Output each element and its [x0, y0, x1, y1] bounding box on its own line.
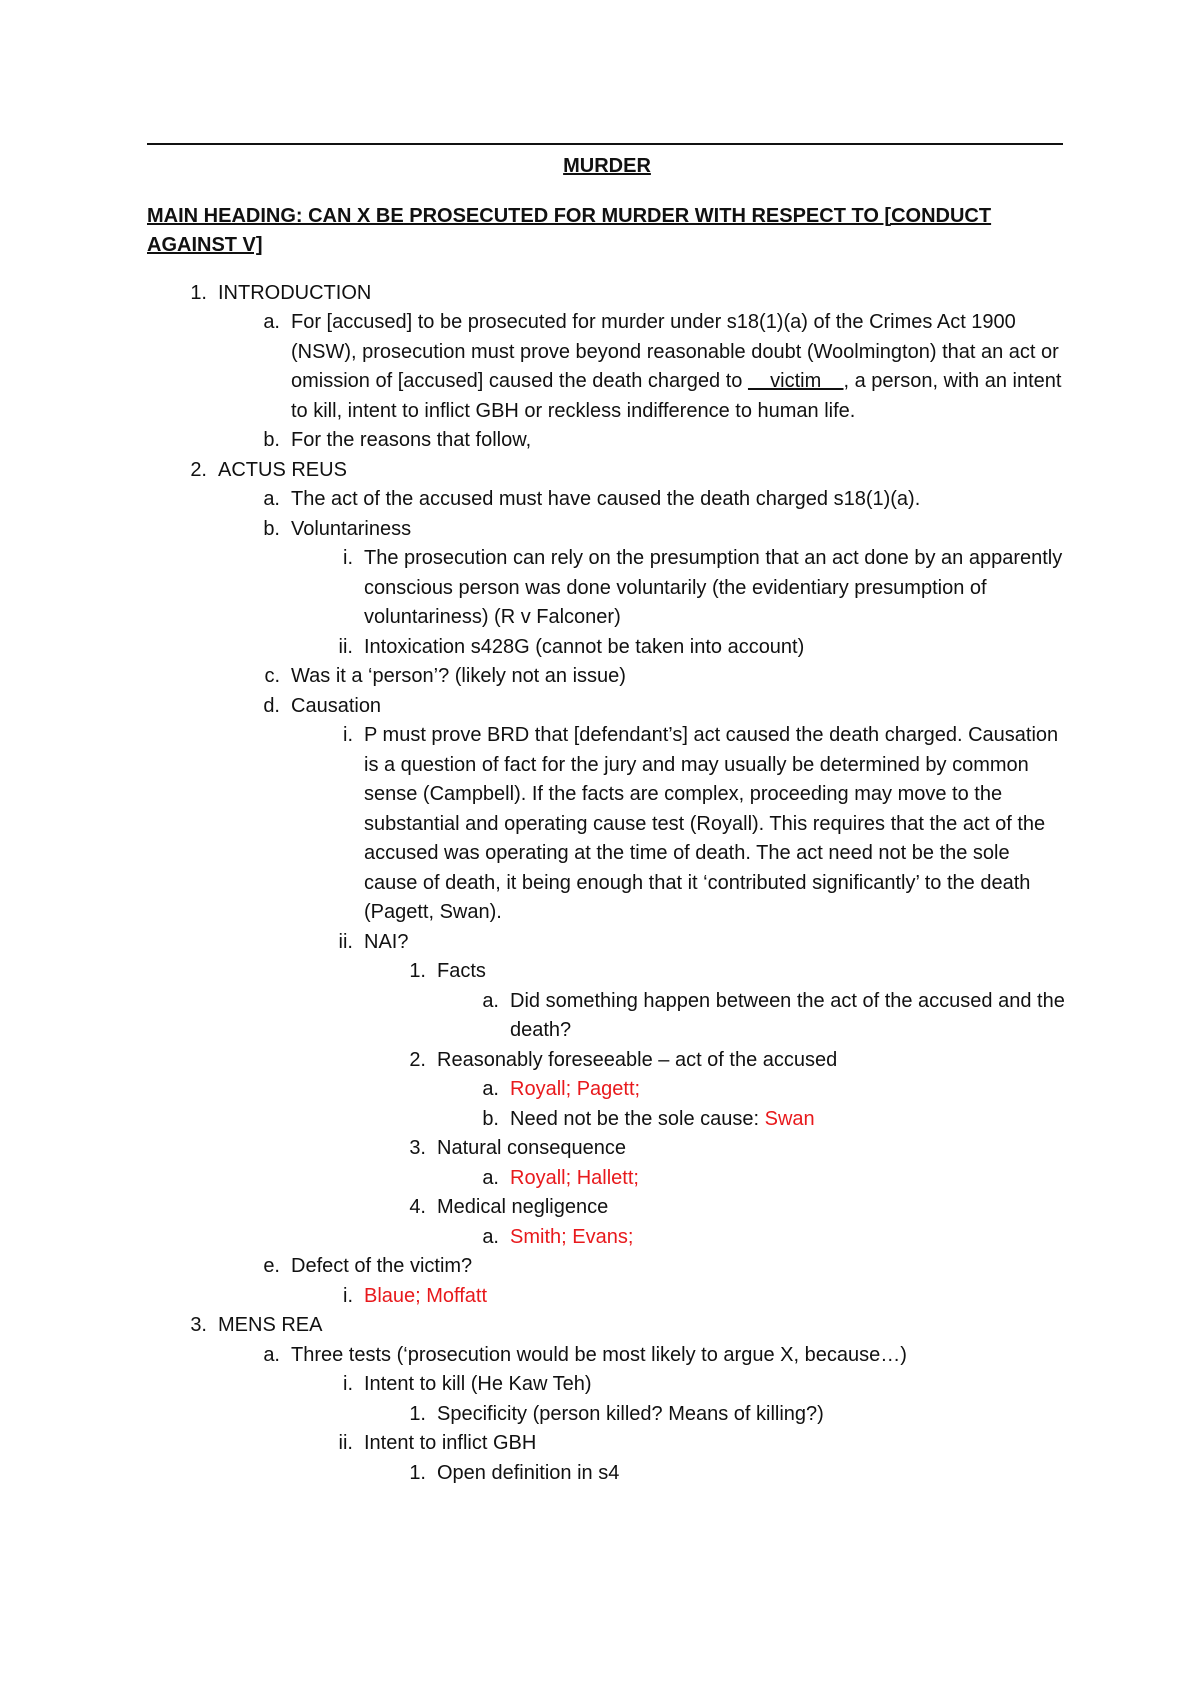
list-item: ii. Intent to inflict GBH [338, 1432, 537, 1454]
section-introduction: 1. INTRODUCTION [190, 281, 372, 304]
list-item: c. Was it a ‘person’? (likely not an issue) [264, 665, 626, 687]
case-citation: Smith; Evans; [510, 1225, 634, 1248]
list-item: i. Blaue; Moffatt [343, 1284, 488, 1307]
blank-victim: victim [747, 370, 844, 392]
section-title: MENS REA [218, 1314, 323, 1336]
outline-list [147, 279, 1067, 1489]
list-item: 1. Open definition in s4 [409, 1461, 620, 1484]
list-item: a. Royall; Hallett; [482, 1166, 639, 1189]
case-citation: Swan [764, 1107, 815, 1130]
document-body [147, 150, 1067, 1488]
list-item: a. The act of the accused must have caused the death charged s18(1)(a). [263, 488, 921, 510]
list-item: ii. NAI? [338, 930, 409, 953]
list-item: a. Did something happen between the act of the accused and the death? [482, 989, 1065, 1041]
list-item: b. Need not be the sole cause: Swan [482, 1107, 815, 1130]
list-item: a. Royall; Pagett; [482, 1078, 641, 1100]
list-item: i. Intent to kill (He Kaw Teh) [343, 1373, 592, 1395]
list-item: 1. Specificity (person killed? Means of killing?) [409, 1402, 824, 1425]
list-item: d. Causation [263, 694, 382, 717]
section-mens-rea: 3. MENS REA [190, 1314, 323, 1336]
list-item: a. Smith; Evans; [482, 1225, 634, 1248]
list-item: a. For [accused] to be prosecuted for murder under s18(1)(a) of the Crimes Act 1900 (NSW), prosecution must prove beyond reasonable doubt (Woolmington) that an act or omission of [accused] caused the death charged to victim , a person, with an intent to kill, intent to inflict GBH or reckless indifference to human life. [263, 311, 1062, 422]
list-item: b. For the reasons that follow, [263, 429, 532, 451]
list-item: 1. Facts [409, 960, 486, 982]
list-item: a. Three tests (‘prosecution would be most likely to argue X, because…) [263, 1343, 907, 1366]
list-item: i. The prosecution can rely on the presumption that an act done by an apparently conscious person was done voluntarily (the evidentiary presumption of voluntariness) (R v Falconer) [343, 547, 1063, 628]
list-item: 3. Natural consequence [409, 1137, 627, 1159]
section-actus-reus: 2. ACTUS REUS [190, 458, 347, 481]
case-citation: Blaue; Moffatt [364, 1284, 488, 1307]
list-item: b. Voluntariness [263, 517, 412, 540]
header-rule [147, 143, 1063, 145]
page-title: MURDER [563, 155, 651, 177]
list-item: 2. Reasonably foreseeable – act of the accused [409, 1048, 838, 1071]
section-title: ACTUS REUS [218, 458, 347, 481]
list-item: i. P must prove BRD that [defendant’s] act caused the death charged. Causation is a question of fact for the jury and may usually be determined by common sense (Campbell). If the facts are complex, proceeding may move to the substantial and operating cause test (Royall). This requires that the act of the accused was operating at the time of death. The act need not be the sole cause of death, it being enough that it ‘contributed significantly’ to the death (Pagett, Swan). [343, 724, 1059, 923]
list-item: ii. Intoxication s428G (cannot be taken into account) [338, 635, 805, 658]
list-item: e. Defect of the victim? [263, 1255, 473, 1277]
list-item: 4. Medical negligence [409, 1196, 609, 1218]
case-citation: Royall; Hallett; [510, 1166, 639, 1189]
section-title: INTRODUCTION [218, 281, 372, 304]
case-citation: Royall; Pagett; [510, 1078, 641, 1100]
main-heading: MAIN HEADING: CAN X BE PROSECUTED FOR MURDER WITH RESPECT TO [CONDUCT AGAINST V] [147, 204, 992, 256]
